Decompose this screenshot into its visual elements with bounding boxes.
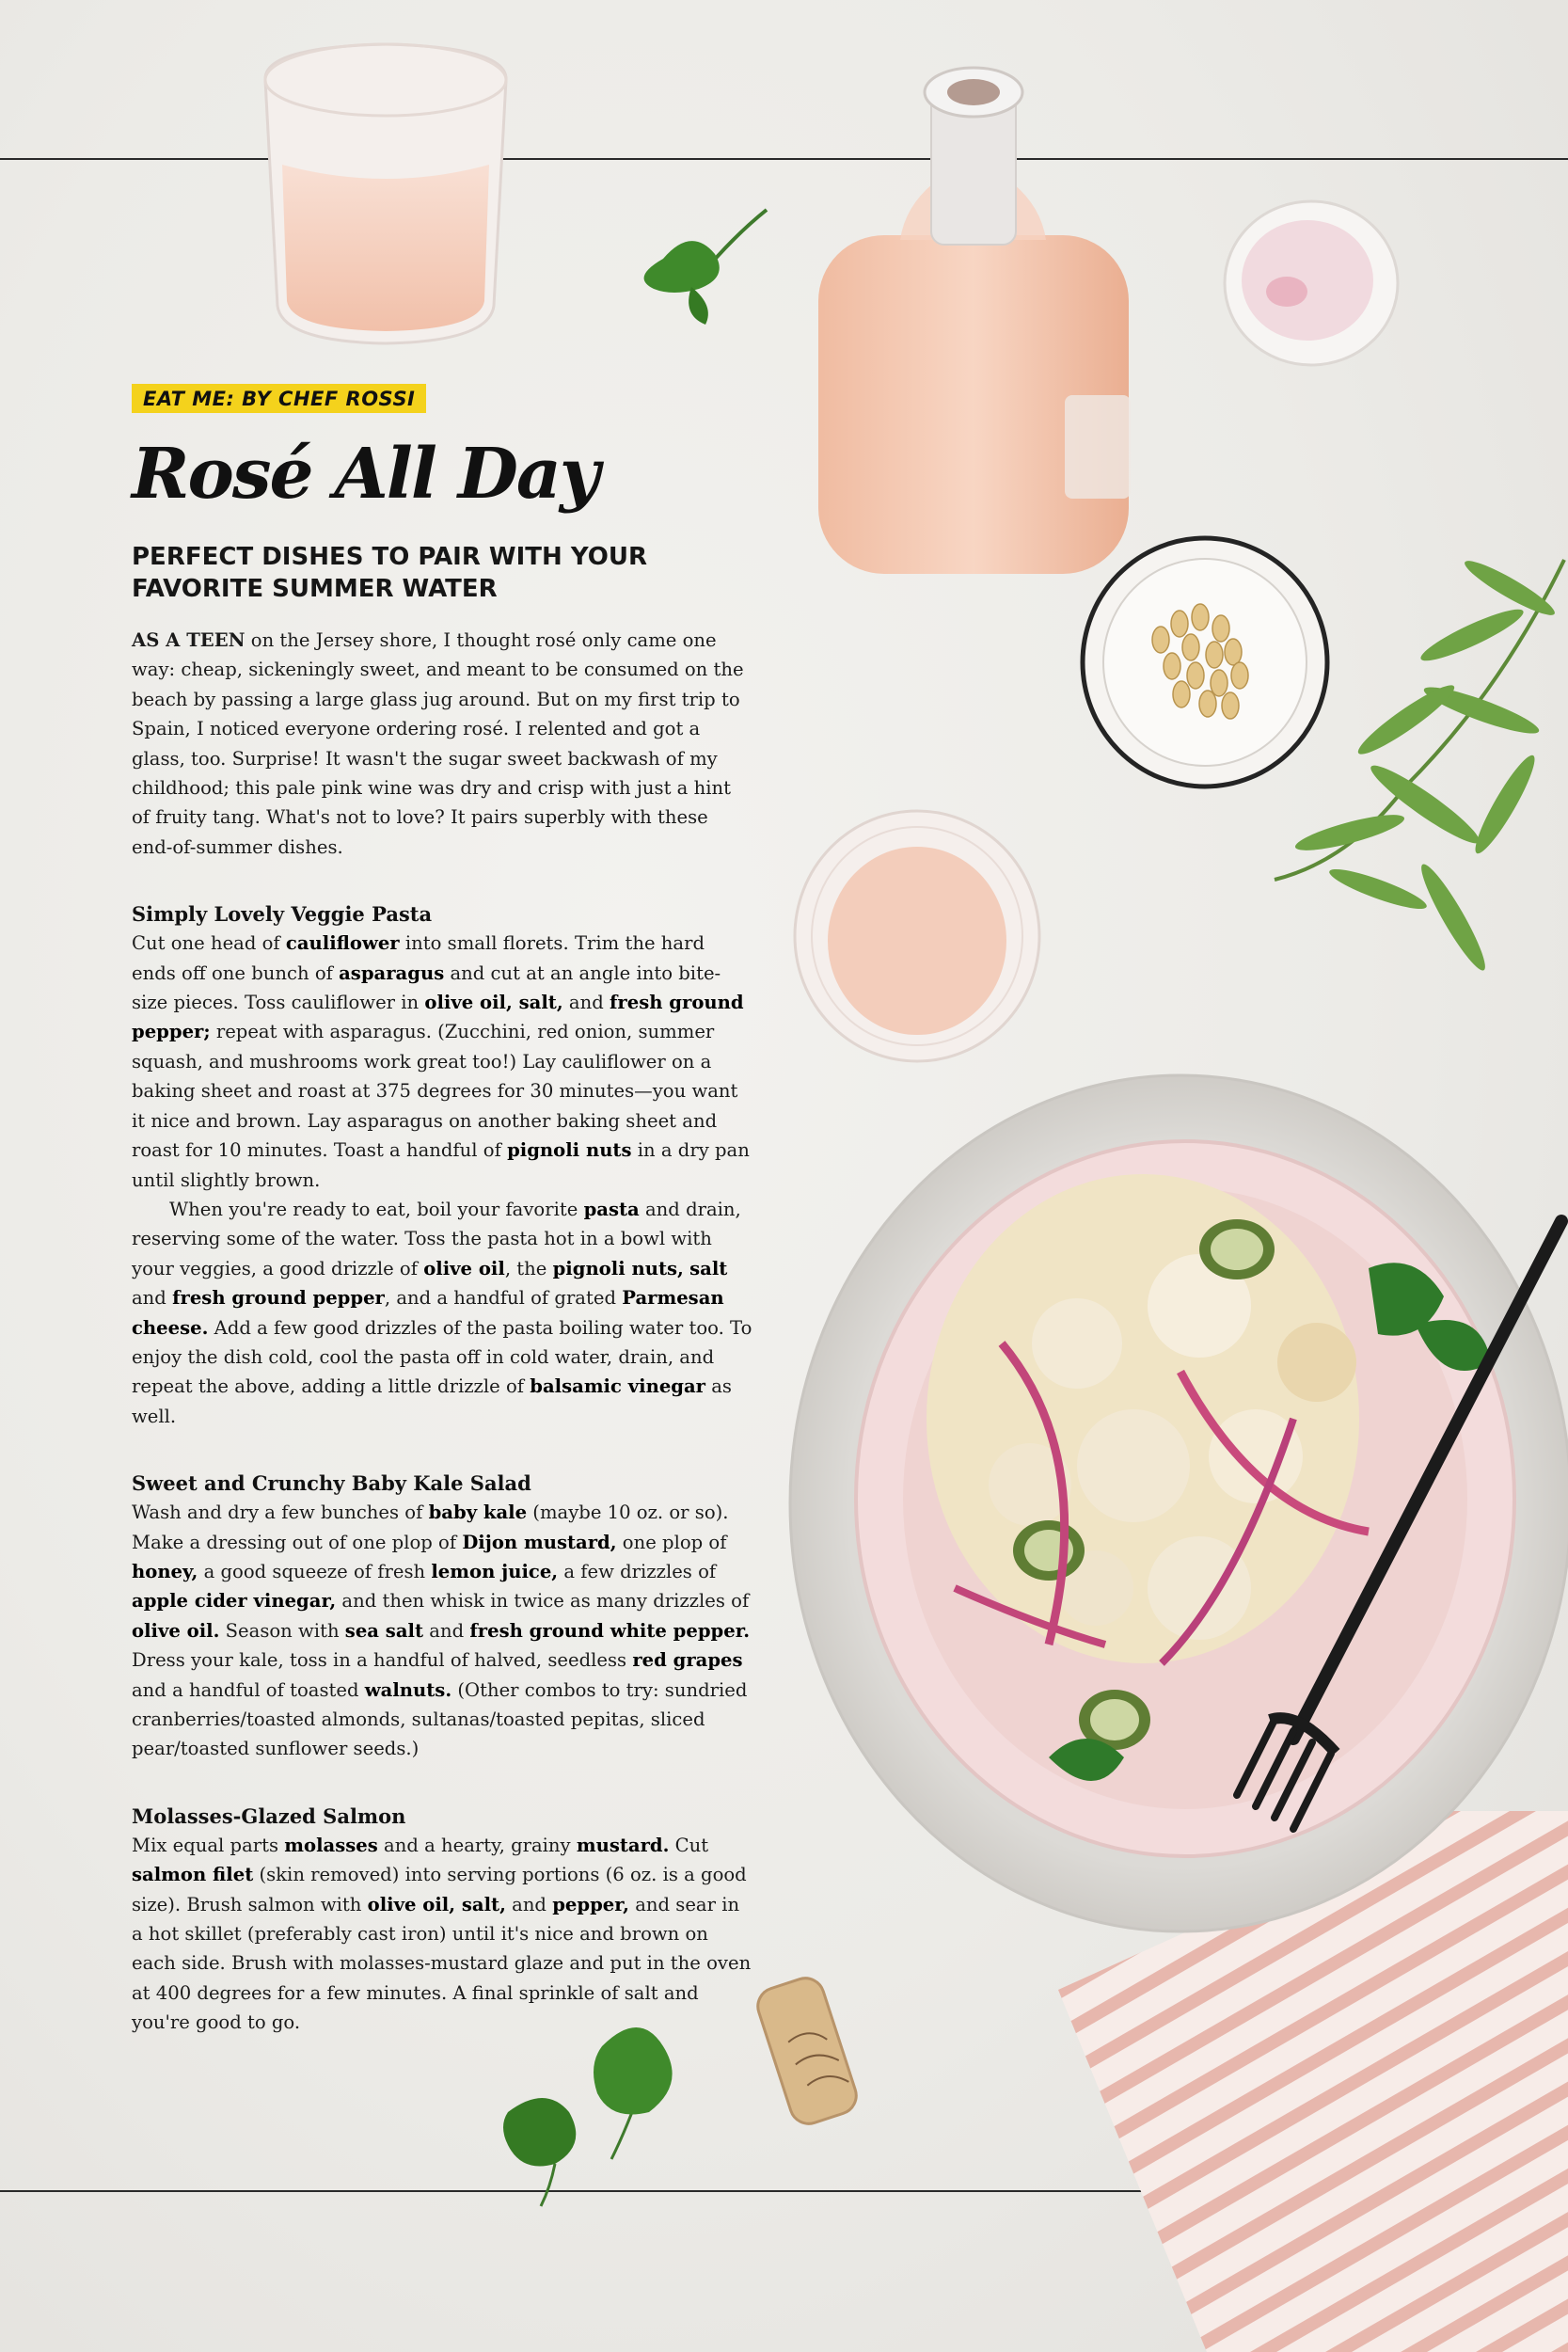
article-subtitle: PERFECT DISHES TO PAIR WITH YOUR FAVORITE SUMMER WATER: [132, 543, 647, 603]
pasta-recipe-title: Simply Lovely Veggie Pasta: [132, 902, 433, 927]
salmon-paragraph: Mix equal parts molasses and a hearty, grainy mustard. Cut salmon filet (skin removed) into serving portions (6 oz. is a good size). Brush salmon with olive oil, salt, and pepper, and sear in a hot skillet (preferably cast iron) until it's nice and brown on each side. Brush with molasses-mustard glaze and put in the oven at 400 degrees for a few minutes. A final sprinkle of salt and you're good to go.: [132, 1834, 752, 2034]
wine-glass-top-left: [254, 24, 527, 348]
parsley-sprigs-bottom: [499, 2009, 715, 2211]
article: [132, 384, 752, 2038]
salt-bowl: [1221, 198, 1402, 369]
wine-glass-middle: [790, 807, 1044, 1066]
salad-recipe-title: Sweet and Crunchy Baby Kale Salad: [132, 1471, 531, 1496]
intro-paragraph: [132, 626, 752, 862]
parsley-sprig-top: [626, 202, 781, 334]
section-tag: EAT ME: BY CHEF ROSSI: [132, 384, 426, 413]
pasta-paragraph-2: When you're ready to eat, boil your favorite pasta and drain, reserving some of the water. Toss the pasta hot in a bowl with your veggies, a good drizzle of olive oil, the pignoli nuts, salt and fresh ground pepper, and a handful of grated Parmesan cheese. Add a few good drizzles of the pasta boiling water too. To enjoy the dish cold, cool the pasta off in cold water, drain, and repeat the above, adding a little drizzle of balsamic vinegar as well.: [132, 1198, 752, 1427]
top-rule: [0, 158, 1568, 160]
pasta-paragraph-1: Cut one head of cauliflower into small florets. Trim the hard ends off one bunch of asparagus and cut at an angle into bite-size pieces. Toss cauliflower in olive oil, salt, and fresh ground pepper; repeat with asparagus. (Zucchini, red onion, summer squash, and mushrooms work great too!) Lay cauliflower on a baking sheet and roast at 375 degrees for 30 minutes—you want it nice and brown. Lay asparagus on another baking sheet and roast for 10 minutes. Toast a handful of pignoli nuts in a dry pan until slightly brown.: [132, 932, 750, 1191]
article-title: Rosé All Day: [132, 434, 598, 515]
salmon-recipe-title: Molasses-Glazed Salmon: [132, 1804, 406, 1828]
salad-paragraph: Wash and dry a few bunches of baby kale (maybe 10 oz. or so). Make a dressing out of one plop of Dijon mustard, one plop of honey, a good squeeze of fresh lemon juice, a few drizzles of apple cider vinegar, and then whisk in twice as many drizzles of olive oil. Season with sea salt and fresh ground white pepper. Dress your kale, toss in a handful of halved, seedless red grapes and a handful of toasted walnuts. (Other combos to try: sundried cranberries/toasted almonds, sultanas/toasted pepitas, sliced pear/toasted sunflower seeds.): [132, 1502, 751, 1760]
rose-wine-bottle: [811, 66, 1135, 579]
intro-text: on the Jersey shore, I thought rosé only came one way: cheap, sickeningly sweet, and meant to be consumed on the beach by passing a large glass jug around. But on my first trip to Spain, I noticed everyone ordering rosé. I relented and got a glass, too. Surprise! It wasn't the sugar sweet backwash of my childhood; this pale pink wine was dry and crisp with just a hint of fruity tang. What's not to love? It pairs superbly with these end-of-summer dishes.: [132, 629, 744, 858]
pasta-plate: [767, 1061, 1568, 1966]
intro-lead: AS A TEEN: [132, 629, 245, 651]
eucalyptus-branch: [1265, 522, 1566, 1049]
wine-cork: [764, 1971, 869, 2140]
